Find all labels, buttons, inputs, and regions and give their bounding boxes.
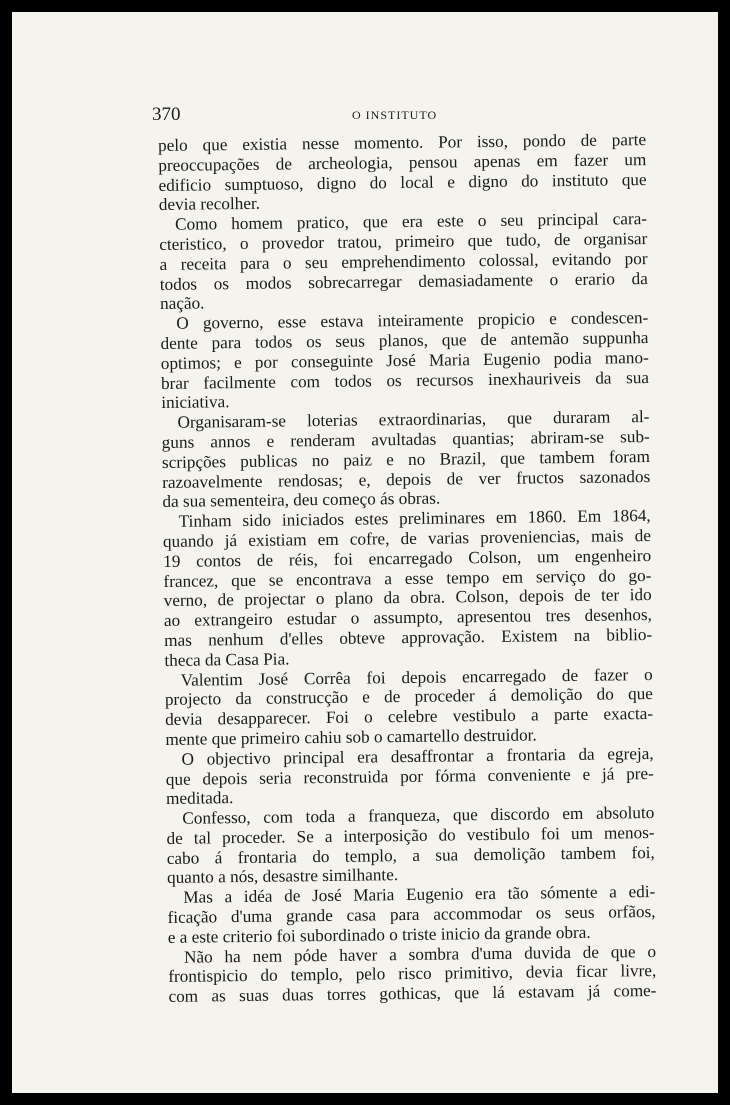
text-line: brar facilmente com todos os recursos inexhauriveis da sua — [160, 367, 650, 393]
text-line: Não ha nem póde haver a sombra d'uma duvida de que o — [183, 941, 657, 967]
text-line: francez, que se encontrava a esse tempo em serviço do go- — [163, 565, 652, 591]
text-line: Organisaram-se loterias extraordinarias, que duraram al- — [177, 407, 650, 432]
text-line: mas nenhum d'elles obteve approvação. Existem na biblio- — [164, 624, 653, 650]
paragraph — [163, 506, 653, 670]
text-line: razoavelmente rendosas; e, depois de ver fructos sazonados — [162, 466, 651, 492]
paragraph — [160, 308, 649, 413]
page-header — [152, 104, 652, 128]
running-title: O INSTITUTO — [352, 108, 438, 122]
text-line: com as suas duas torres gothicas, que lá estavam já come- — [168, 981, 657, 1007]
paragraph — [165, 744, 654, 809]
text-line: cteristico, o provedor tratou, primeiro que tudo, de organisar — [159, 229, 648, 254]
text-line: scripções publicas no paiz e no Brazil, que tambem foram — [161, 446, 651, 472]
text-line: O governo, esse estava inteiramente propicio e condescen- — [176, 308, 649, 333]
text-line: devia desapparecer. Foi o celebre vestibulo a parte exacta- — [165, 704, 654, 730]
page-number: 370 — [152, 104, 181, 125]
book-page — [12, 12, 718, 1093]
paragraph — [166, 803, 655, 888]
text-line: iniciativa. — [161, 392, 230, 413]
text-line: preoccupações de archeologia, pensou apenas em fazer um — [158, 149, 647, 175]
text-line: meditada. — [165, 788, 234, 809]
text-line: quando já existiam em cofre, de varias proveniencias, mais de — [162, 525, 652, 551]
text-line: que depois seria reconstruida por fórma conveniente e já pre- — [165, 763, 654, 789]
text-line: de tal proceder. Se a interposição do vestibulo foi um menos- — [166, 822, 655, 848]
text-line: e a este criterio foi subordinado o triste inicio da grande obra. — [167, 922, 591, 947]
text-line: guns annos e renderam avultadas quantias; abriram-se sub- — [161, 426, 650, 452]
text-line: nação. — [159, 293, 205, 314]
text-line: mente que primeiro cahiu sob o camartello destruidor. — [165, 725, 537, 749]
text-line: dente para todos os seus planos, que de antemão suppunha — [160, 327, 649, 353]
text-line: da sua sementeira, deu começo ás obras. — [162, 488, 441, 512]
text-line: edificio sumptuoso, digno do local e digno do instituto que — [158, 169, 647, 195]
text-line: todos os modos sobrecarregar demasiadamente o erario da — [159, 268, 648, 294]
text-line: Confesso, com toda a franqueza, que discordo em absoluto — [182, 803, 655, 828]
text-line: 19 contos de réis, foi encarregado Colson, um engenheiro — [163, 545, 652, 571]
text-line: pelo que existia nesse momento. Por isso, pondo de parte — [158, 130, 647, 155]
text-line: ficação d'uma grande casa para accommodar os seus orfãos, — [167, 902, 656, 928]
text-line: projecto da construcção e de proceder á demolição do que — [164, 684, 653, 710]
paragraph — [158, 130, 647, 215]
paragraph — [159, 209, 648, 314]
text-line: optimos; e por conseguinte José Maria Eugenio podia mano- — [160, 347, 649, 373]
text-line: theca da Casa Pia. — [164, 649, 290, 670]
text-line: devia recolher. — [158, 194, 261, 215]
text-line: a receita para o seu emprehendimento colossal, evitando por — [159, 248, 648, 274]
paragraph — [167, 882, 656, 947]
body-text — [158, 130, 657, 1007]
text-line: O objectivo principal era desaffrontar a frontaria da egreja, — [181, 743, 654, 769]
text-line: Mas a idéa de José Maria Eugenio era tão sómente a edi- — [183, 882, 656, 908]
text-line: Valentim José Corrêa foi depois encarregado de fazer o — [180, 664, 653, 690]
text-line: quanto a nós, desastre similhante. — [166, 865, 399, 888]
text-line: cabo á frontaria do templo, a sua demolição tambem foi, — [166, 842, 655, 868]
text-line: Como homem pratico, que era este o seu principal cara- — [174, 209, 648, 234]
paragraph — [165, 665, 654, 750]
text-line: verno, de projectar o plano da obra. Colson, depois de ter ido — [163, 585, 652, 611]
paragraph — [161, 407, 650, 512]
text-line: ao extrangeiro estudar o assumpto, apresentou tres desenhos, — [163, 605, 653, 631]
paragraph — [168, 942, 657, 1007]
text-line: frontispicio do templo, pelo risco primitivo, devia ficar livre, — [168, 961, 657, 987]
text-line: Tinham sido iniciados estes preliminares em 1860. Em 1864, — [178, 506, 651, 531]
